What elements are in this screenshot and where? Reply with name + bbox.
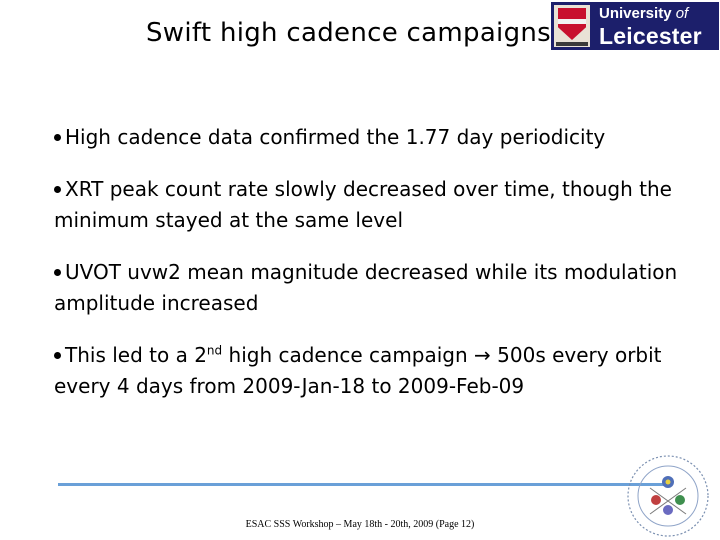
bullet-item xyxy=(54,257,694,319)
bullet-dot-icon xyxy=(54,186,61,193)
bullet-dot-icon xyxy=(54,352,61,359)
bullet-list xyxy=(54,122,694,423)
ordinal-suffix: nd xyxy=(206,343,223,358)
bullet-text-pre: This led to a 2 xyxy=(65,343,207,367)
bullet-dot-icon xyxy=(54,269,61,276)
bullet-text-post: high cadence campaign → 500s every orbit every 4 days from 2009-Jan-18 to 2009-Feb-09 xyxy=(54,343,662,398)
footer-divider xyxy=(58,483,668,486)
slide-footer: ESAC SSS Workshop – May 18th - 20th, 2009 (Page 12) xyxy=(245,519,475,530)
logo-line-1: University of xyxy=(599,5,689,22)
bullet-text: XRT peak count rate slowly decreased over time, though the minimum stayed at the same level xyxy=(54,177,672,232)
bullet-dot-icon xyxy=(54,134,61,141)
bullet-text: UVOT uvw2 mean magnitude decreased while its modulation amplitude increased xyxy=(54,260,678,315)
university-crest-icon xyxy=(554,5,590,47)
slide-title: Swift high cadence campaigns xyxy=(146,18,552,48)
bullet-item xyxy=(54,174,694,236)
university-of-leicester-logo xyxy=(551,2,719,50)
bullet-item xyxy=(54,122,694,153)
bullet-text: High cadence data confirmed the 1.77 day periodicity xyxy=(65,125,606,149)
logo-line-2: Leicester xyxy=(599,23,702,49)
bullet-item xyxy=(54,340,694,402)
